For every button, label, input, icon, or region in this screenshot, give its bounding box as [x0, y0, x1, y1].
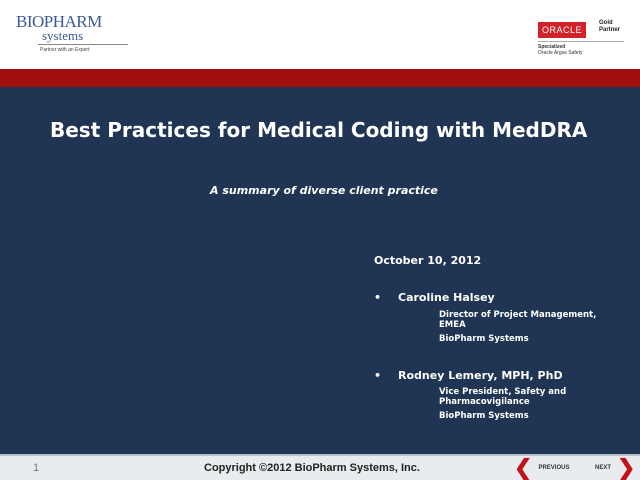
presenter-name-text: Rodney Lemery, MPH, PhD: [398, 369, 563, 382]
presenter-name-text: Caroline Halsey: [398, 291, 495, 304]
next-label: NEXT: [595, 465, 612, 471]
copyright: Copyright ©2012 BioPharm Systems, Inc.: [204, 462, 420, 474]
bullet-icon: •: [374, 369, 382, 382]
presenter-role: Vice President, Safety and: [439, 387, 567, 397]
partner-product: Oracle Argus Safety: [538, 50, 583, 56]
page-number: 1: [33, 462, 40, 474]
biopharm-logo: [16, 14, 116, 53]
partner-specialized: Specialized: [538, 44, 566, 50]
logo-brand: BIOPHARM: [16, 12, 102, 31]
presenter-name: [374, 369, 563, 382]
presenter-details: [439, 310, 596, 344]
slide-footer: [0, 454, 640, 480]
slide-title: Best Practices for Medical Coding with MedDRA: [50, 118, 588, 142]
chevron-right-icon: ❯: [617, 455, 636, 480]
oracle-brand: ORACLE: [538, 22, 586, 38]
logo-tagline: Partner with an Expert: [40, 47, 90, 53]
red-band: [0, 69, 640, 87]
previous-label: PREVIOUS: [538, 465, 570, 471]
presenter-role: EMEA: [439, 320, 466, 330]
presenter-org: BioPharm Systems: [439, 411, 529, 421]
presenter-role: Director of Project Management,: [439, 310, 597, 320]
presentation-date: October 10, 2012: [374, 254, 482, 267]
presenter-role: Pharmacovigilance: [439, 397, 530, 407]
chevron-left-icon: ❮: [514, 455, 533, 480]
partner-level: Gold: [599, 20, 613, 26]
presenter-details: [439, 387, 566, 421]
presenter-org: BioPharm Systems: [439, 334, 529, 344]
slide-body: [0, 87, 640, 454]
presenter-name: [374, 291, 495, 304]
partner-label: Partner: [599, 27, 621, 33]
oracle-partner-logo: [538, 20, 628, 56]
previous-button[interactable]: [514, 455, 575, 480]
slide-header: [0, 0, 640, 69]
slide-subtitle: A summary of diverse client practice: [210, 184, 438, 197]
logo-sub: systems: [42, 28, 84, 43]
next-button[interactable]: [589, 455, 636, 480]
bullet-icon: •: [374, 291, 382, 304]
